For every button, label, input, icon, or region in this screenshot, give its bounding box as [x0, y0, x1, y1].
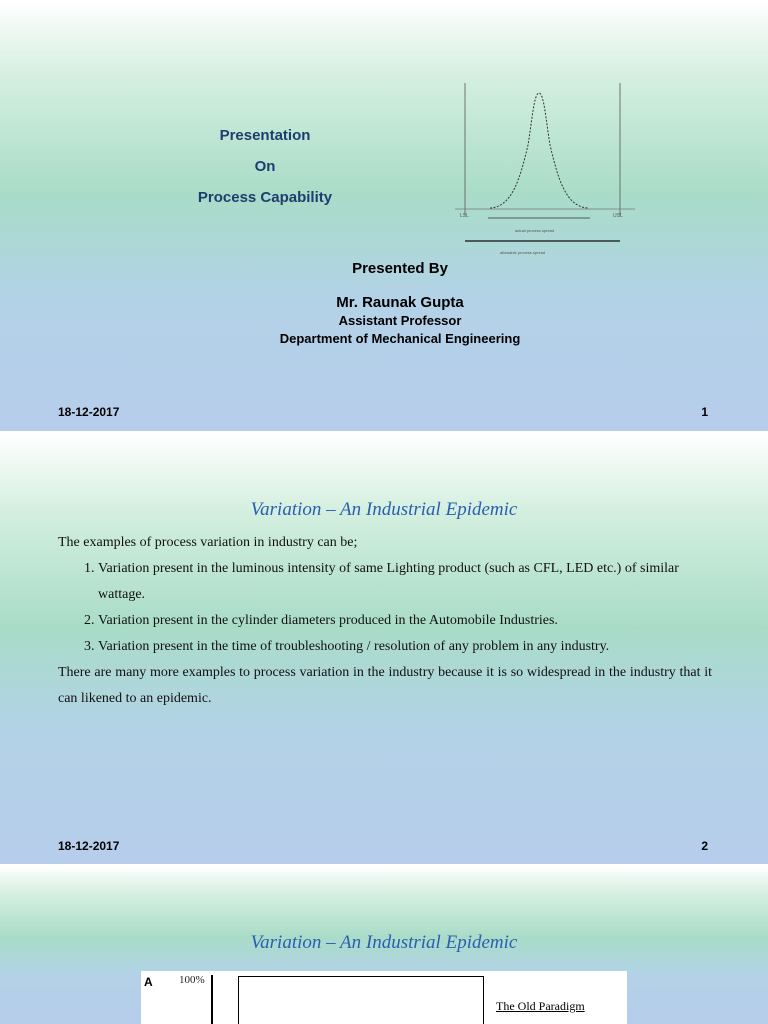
slide-heading: Variation – An Industrial Epidemic	[250, 499, 518, 520]
lsl-text: LSL	[460, 213, 469, 219]
list-item: 1. Variation present in the luminous intensity of same Lighting product (such as CFL, LED etc.) of similar wattage.	[98, 556, 712, 608]
figure-panel	[141, 971, 627, 1024]
usl-text: USL	[613, 213, 623, 219]
bell-curve	[490, 93, 588, 208]
presenter-dept: Department of Mechanical Engineering	[279, 331, 521, 346]
actual-spread-text: actual process spread	[515, 228, 555, 233]
slide-date: 18-12-2017	[58, 405, 120, 419]
y-axis	[211, 975, 213, 1024]
slide-number: 1	[701, 405, 708, 419]
paradigm-box	[238, 976, 484, 1024]
examples-list	[58, 556, 712, 660]
allowable-spread-text: allowable process spread	[500, 250, 546, 255]
title-line-2: On	[254, 158, 276, 175]
slide-3	[0, 866, 768, 1024]
slide-body	[58, 530, 712, 712]
closing-text: There are many more examples to process variation in the industry because it is so widespread in the industry that it can likened to an epidemic.	[58, 665, 712, 706]
axis-top-label: 100%	[179, 974, 205, 986]
slide-2	[0, 433, 768, 864]
presenter-role: Assistant Professor	[338, 313, 462, 328]
slide-date: 18-12-2017	[58, 839, 120, 853]
list-item: 2. Variation present in the cylinder diameters produced in the Automobile Industries.	[98, 608, 712, 634]
slide-1	[0, 0, 768, 431]
presented-by: Presented By	[352, 260, 448, 277]
slide-heading: Variation – An Industrial Epidemic	[250, 932, 518, 953]
process-spread-figure	[450, 75, 640, 260]
slide-number: 2	[701, 839, 708, 853]
title-line-3: Process Capability	[197, 189, 333, 206]
list-item: 3. Variation present in the time of troubleshooting / resolution of any problem in any industry.	[98, 634, 712, 660]
panel-label: A	[144, 975, 153, 989]
intro-text: The examples of process variation in industry can be;	[58, 535, 358, 550]
presenter-name: Mr. Raunak Gupta	[336, 294, 464, 311]
paradigm-label: The Old Paradigm	[496, 999, 585, 1013]
title-line-1: Presentation	[219, 127, 311, 144]
